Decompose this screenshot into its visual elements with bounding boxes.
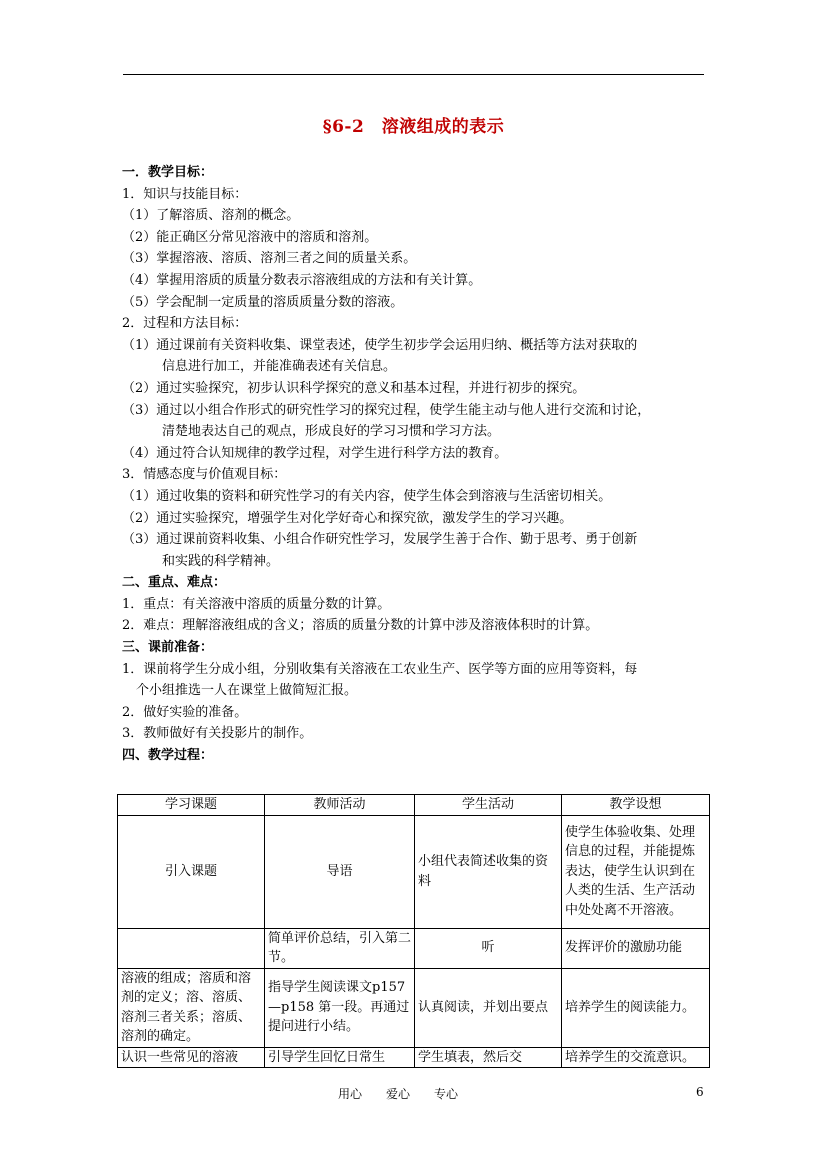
page-number: 6 xyxy=(696,1085,704,1099)
goal-knowledge-heading: 1．知识与技能目标： xyxy=(122,186,248,202)
table-cell xyxy=(118,928,265,968)
table-cell: 培养学生的交流意识。 xyxy=(562,1047,710,1068)
table-header-cell: 学习课题 xyxy=(118,795,265,816)
key-point-item: 2．难点：理解溶液组成的含义；溶质的质量分数的计算中涉及溶液体积时的计算。 xyxy=(122,618,599,634)
header-rule xyxy=(123,74,704,75)
section-heading-preparation: 三、课前准备： xyxy=(122,640,214,656)
table-header-cell: 教学设想 xyxy=(562,795,710,816)
goal-item: （4）掌握用溶质的质量分数表示溶液组成的方法和有关计算。 xyxy=(122,272,482,288)
goal-item: （2）能正确区分常见溶液中的溶质和溶剂。 xyxy=(122,229,378,245)
table-header-cell: 教师活动 xyxy=(265,795,415,816)
goal-item: （3）通过课前资料收集、小组合作研究性学习，发展学生善于合作、勤于思考、勇于创新 xyxy=(122,532,638,548)
goal-item: （1）通过课前有关资料收集、课堂表述，使学生初步学会运用归纳、概括等方法对获取的 xyxy=(122,337,638,353)
table-cell: 溶液的组成；溶质和溶剂的定义；溶、溶质、溶剂三者关系；溶质、溶剂的确定。 xyxy=(118,968,265,1047)
section-heading-key-points: 二、重点、难点： xyxy=(122,575,227,591)
goal-item: （1）了解溶质、溶剂的概念。 xyxy=(122,208,300,224)
key-point-item: 1．重点：有关溶液中溶质的质量分数的计算。 xyxy=(122,596,391,612)
section-heading-process: 四、教学过程： xyxy=(122,748,214,764)
page-title: §6-2 溶液组成的表示 xyxy=(322,117,505,137)
prep-item: 1．课前将学生分成小组，分别收集有关溶液在工农业生产、医学等方面的应用等资料，每 xyxy=(122,661,638,677)
table-header-cell: 学生活动 xyxy=(415,795,562,816)
table-cell: 培养学生的阅读能力。 xyxy=(562,968,710,1047)
table-cell: 小组代表简述收集的资料 xyxy=(415,815,562,928)
table-cell: 引入课题 xyxy=(118,815,265,928)
goal-item-continued: 信息进行加工，并能准确表述有关信息。 xyxy=(162,359,397,375)
table-cell: 简单评价总结，引入第二节。 xyxy=(265,928,415,968)
goal-process-heading: 2．过程和方法目标： xyxy=(122,316,248,332)
table-cell: 使学生体验收集、处理信息的过程，并能提炼表达，使学生认识到在人类的生活、生产活动中处处离不开溶液。 xyxy=(562,815,710,928)
section-heading-goals: 一．教学目标： xyxy=(122,165,214,180)
table-row xyxy=(118,968,710,1047)
footer-motto: 用心 爱心 专心 xyxy=(338,1087,459,1101)
goal-item: （5）学会配制一定质量的溶质质量分数的溶液。 xyxy=(122,294,404,310)
goal-emotion-heading: 3．情感态度与价值观目标： xyxy=(122,467,287,483)
goal-item: （4）通过符合认知规律的教学过程，对学生进行科学方法的教育。 xyxy=(122,445,508,461)
goal-item: （3）掌握溶液、溶质、溶剂三者之间的质量关系。 xyxy=(122,251,417,267)
teaching-process-table xyxy=(117,794,710,1068)
document-body xyxy=(122,162,707,767)
table-cell: 认真阅读，并划出要点 xyxy=(415,968,562,1047)
goal-item: （1）通过收集的资料和研究性学习的有关内容，使学生体会到溶液与生活密切相关。 xyxy=(122,488,612,504)
table-cell: 听 xyxy=(415,928,562,968)
table-row xyxy=(118,815,710,928)
table-row xyxy=(118,1047,710,1068)
goal-item: （2）通过实验探究，初步认识科学探究的意义和基本过程，并进行初步的探究。 xyxy=(122,380,586,396)
prep-item: 3．教师做好有关投影片的制作。 xyxy=(122,726,313,742)
table-cell: 指导学生阅读课文p157—p158 第一段。再通过提问进行小结。 xyxy=(265,968,415,1047)
goal-item-continued: 清楚地表达自己的观点，形成良好的学习习惯和学习方法。 xyxy=(162,424,501,440)
prep-item: 2．做好实验的准备。 xyxy=(122,704,248,720)
table-cell: 引导学生回忆日常生 xyxy=(265,1047,415,1068)
table-row xyxy=(118,928,710,968)
goal-item-continued: 和实践的科学精神。 xyxy=(162,553,280,569)
prep-item-continued: 个小组推选一人在课堂上做简短汇报。 xyxy=(136,683,358,699)
table-header-row xyxy=(118,795,710,816)
table-cell: 导语 xyxy=(265,815,415,928)
table-cell: 认识一些常见的溶液 xyxy=(118,1047,265,1068)
table-cell: 发挥评价的激励功能 xyxy=(562,928,710,968)
table-cell: 学生填表，然后交 xyxy=(415,1047,562,1068)
goal-item: （3）通过以小组合作形式的研究性学习的探究过程，使学生能主动与他人进行交流和讨论， xyxy=(122,402,651,418)
goal-item: （2）通过实验探究，增强学生对化学好奇心和探究欲，激发学生的学习兴趣。 xyxy=(122,510,573,526)
